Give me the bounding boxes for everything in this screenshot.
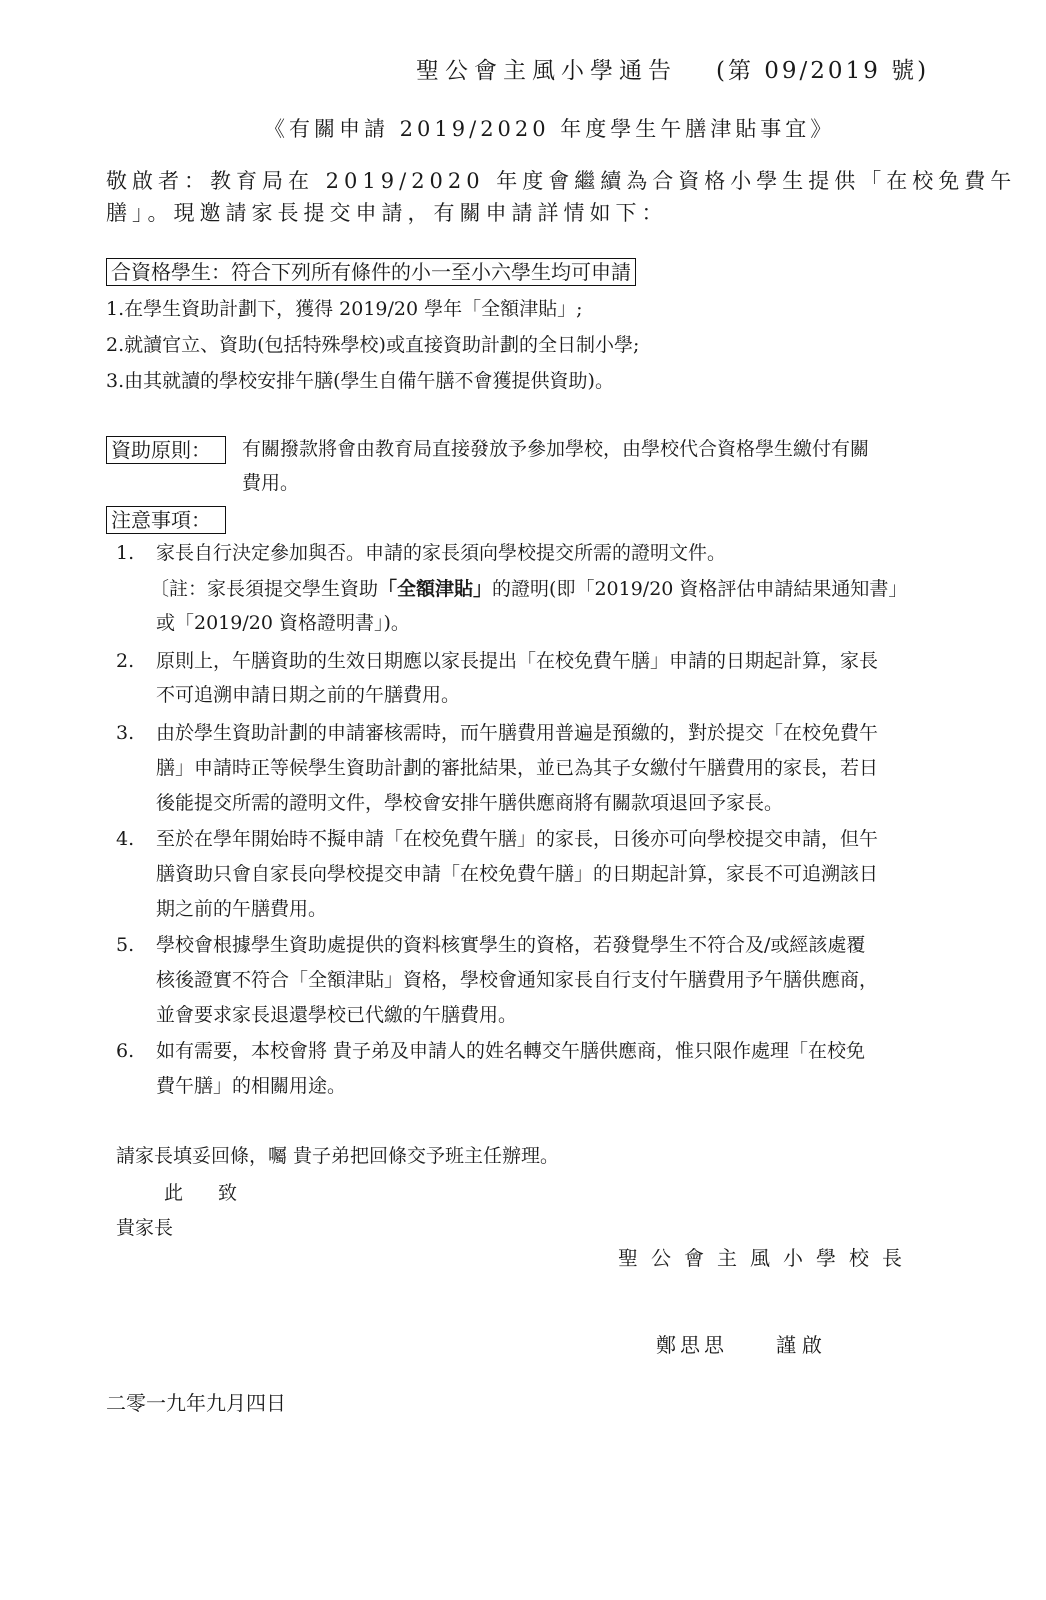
- note-4-number: 4.: [116, 828, 135, 850]
- note-5-line-3: 並會要求家長退還學校已代繳的午膳費用。: [156, 1004, 518, 1026]
- note-1-line-1: 家長自行決定參加與否。申請的家長須向學校提交所需的證明文件。: [156, 542, 727, 564]
- note-6-line-1: 如有需要，本校會將 貴子弟及申請人的姓名轉交午膳供應商，惟只限作處理「在校免: [156, 1040, 866, 1062]
- note-4-line-1: 至於在學年開始時不擬申請「在校免費午膳」的家長，日後亦可向學校提交申請，但午: [156, 828, 879, 850]
- eligibility-heading: 合資格學生：符合下列所有條件的小一至小六學生均可申請: [106, 258, 636, 286]
- note-5-line-1: 學校會根據學生資助處提供的資料核實學生的資格，若發覺學生不符合及/或經該處覆: [156, 934, 866, 956]
- note-2-line-1: 原則上，午膳資助的生效日期應以家長提出「在校免費午膳」申請的日期起計算，家長: [156, 650, 879, 672]
- signature-name: 鄭思思: [656, 1333, 728, 1357]
- notice-number: (第 09/2019 號): [716, 58, 930, 84]
- note-3-number: 3.: [116, 722, 135, 744]
- intro-line-2: 膳」。現邀請家長提交申請，有關申請詳情如下：: [106, 201, 668, 225]
- notice-title: 聖公會主風小學通告: [416, 58, 677, 84]
- note-2-number: 2.: [116, 650, 135, 672]
- funding-heading: 資助原則：: [106, 436, 226, 464]
- closing-request: 請家長填妥回條，囑 貴子弟把回條交予班主任辦理。: [116, 1145, 560, 1167]
- note-5-line-2: 核後證實不符合「全額津貼」資格，學校會通知家長自行支付午膳費用予午膳供應商，: [156, 969, 879, 991]
- eligibility-section: [106, 256, 636, 290]
- note-3-line-2: 膳」申請時正等候學生資助計劃的審批結果，並已為其子女繳付午膳費用的家長，若日: [156, 757, 879, 779]
- note-2-line-2: 不可追溯申請日期之前的午膳費用。: [156, 684, 461, 706]
- note-3-line-3: 後能提交所需的證明文件，學校會安排午膳供應商將有關款項退回予家長。: [156, 792, 784, 814]
- note-5-number: 5.: [116, 934, 135, 956]
- intro-line-1: 敬啟者：教育局在 2019/2020 年度會繼續為合資格小學生提供「在校免費午: [106, 169, 1017, 193]
- note-6-number: 6.: [116, 1040, 135, 1062]
- note-3-line-1: 由於學生資助計劃的申請審核需時，而午膳費用普遍是預繳的，對於提交「在校免費午: [156, 722, 879, 744]
- signature-sign-off: 謹啟: [776, 1333, 828, 1357]
- eligibility-item-1: 1.在學生資助計劃下，獲得 2019/20 學年「全額津貼」;: [106, 298, 583, 320]
- funding-line-1: 有關撥款將會由教育局直接發放予參加學校，由學校代合資格學生繳付有關: [242, 438, 870, 460]
- full-grant-emphasis: 「全額津貼」: [378, 578, 493, 600]
- signature-school: 聖公會主風小學校長: [618, 1246, 915, 1270]
- notes-heading: 注意事項：: [106, 506, 226, 534]
- eligibility-item-2: 2.就讀官立、資助(包括特殊學校)或直接資助計劃的全日制小學;: [106, 334, 640, 356]
- notice-subject: 《有關申請 2019/2020 年度學生午膳津貼事宜》: [264, 117, 836, 141]
- notice-date: 二零一九年九月四日: [106, 1391, 286, 1415]
- note-4-line-3: 期之前的午膳費用。: [156, 898, 328, 920]
- note-1-line-2-post: 的證明(即「2019/20 資格評估申請結果通知書」: [492, 578, 908, 600]
- notes-section: [106, 504, 226, 538]
- closing-recipient: 貴家長: [116, 1217, 174, 1239]
- eligibility-item-3: 3.由其就讀的學校安排午膳(學生自備午膳不會獲提供資助)。: [106, 370, 614, 392]
- note-1-line-2-pre: 〔註：家長須提交學生資助: [150, 578, 379, 600]
- note-4-line-2: 膳資助只會自家長向學校提交申請「在校免費午膳」的日期起計算，家長不可追溯該日: [156, 863, 879, 885]
- note-6-line-2: 費午膳」的相關用途。: [156, 1075, 347, 1097]
- funding-section: [106, 434, 226, 468]
- note-1-number: 1.: [116, 542, 135, 564]
- note-1-line-3: 或「2019/20 資格證明書」)。: [156, 612, 410, 634]
- funding-line-2: 費用。: [242, 472, 300, 494]
- closing-salutation: 此 致: [164, 1182, 246, 1204]
- note-1-line-2: [150, 572, 907, 606]
